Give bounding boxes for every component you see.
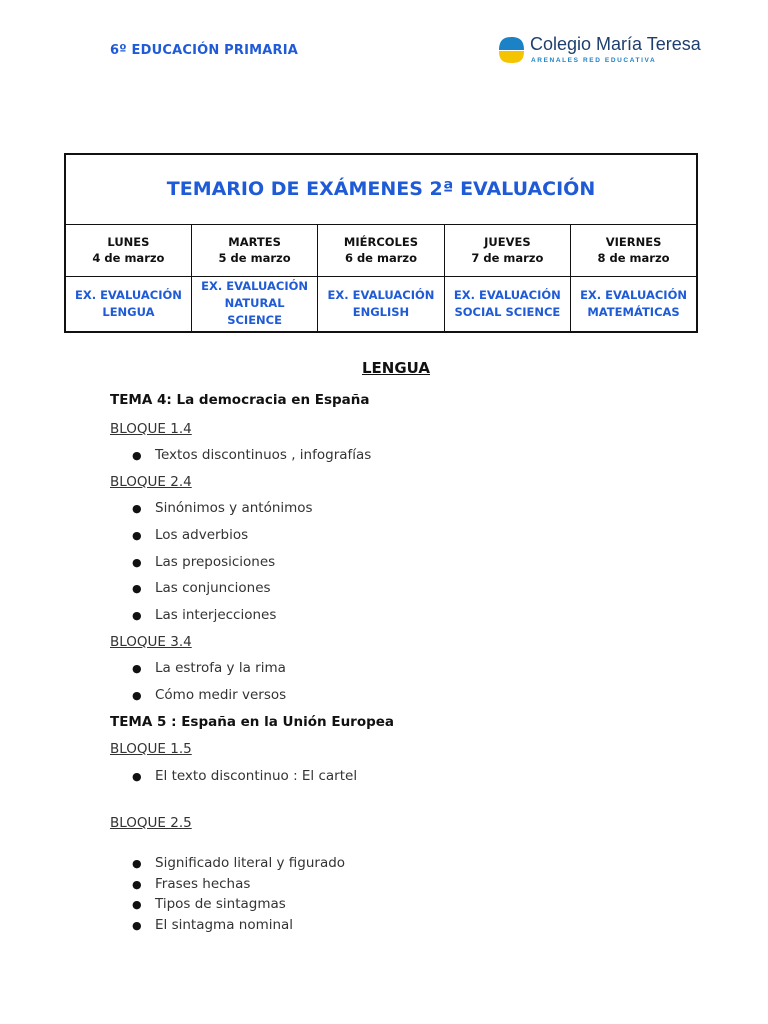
list-item	[132, 855, 345, 871]
days-row	[65, 224, 697, 276]
list-item	[132, 876, 250, 892]
day-date: 7 de marzo	[471, 251, 544, 265]
exam-subject: NATURAL	[224, 296, 285, 311]
exam-label: EX. EVALUACIÓN	[580, 287, 687, 302]
grade-heading: 6º EDUCACIÓN PRIMARIA	[110, 43, 299, 58]
exam-label: EX. EVALUACIÓN	[74, 287, 182, 302]
day-date: 8 de marzo	[597, 251, 670, 265]
day-date: 6 de marzo	[344, 251, 417, 265]
exams-row	[65, 276, 697, 332]
exam-subject: LENGUA	[102, 304, 155, 319]
list-item-text: La estrofa y la rima	[155, 660, 286, 676]
list-item	[132, 580, 271, 596]
list-item-text: El sintagma nominal	[155, 917, 294, 933]
day-cell-miercoles	[318, 224, 444, 276]
tema-5-heading: TEMA 5 : España en la Unión Europea	[110, 714, 395, 730]
bullet-icon: ●	[132, 689, 142, 702]
logo-name: Colegio María Teresa	[530, 34, 701, 54]
list-item-text: Sinónimos y antónimos	[155, 500, 313, 516]
exam-cell-natural-science	[191, 276, 317, 332]
bullet-icon: ●	[132, 556, 142, 569]
day-cell-lunes	[65, 224, 191, 276]
exam-subject-cont: SCIENCE	[227, 313, 282, 328]
day-name: JUEVES	[484, 235, 531, 249]
day-name: MARTES	[228, 235, 281, 249]
exam-subject: MATEMÁTICAS	[587, 304, 680, 319]
list-item-text: Las preposiciones	[155, 554, 276, 570]
list-item-text: Los adverbios	[155, 527, 249, 543]
list-item	[132, 917, 293, 933]
day-name: VIERNES	[605, 235, 662, 249]
bullet-icon: ●	[132, 857, 142, 870]
bullet-icon: ●	[132, 770, 142, 783]
list-item-text: Cómo medir versos	[155, 687, 287, 703]
bullet-icon: ●	[132, 662, 142, 675]
bloque-1-5: BLOQUE 1.5	[110, 741, 192, 757]
list-item-text: El texto discontinuo : El cartel	[155, 768, 358, 784]
bullet-icon: ●	[132, 878, 142, 891]
list-item	[132, 500, 313, 516]
list-item	[132, 607, 276, 623]
exam-cell-english	[318, 276, 444, 332]
exam-cell-lengua	[65, 276, 191, 332]
bullet-icon: ●	[132, 609, 142, 622]
school-logo	[498, 34, 718, 68]
exam-schedule-table	[64, 153, 698, 333]
bullet-icon: ●	[132, 449, 142, 462]
list-item	[132, 687, 286, 703]
list-item	[132, 554, 275, 570]
day-cell-martes	[191, 224, 317, 276]
exam-cell-social-science	[444, 276, 570, 332]
bullet-icon: ●	[132, 529, 142, 542]
day-date: 4 de marzo	[92, 251, 165, 265]
table-title: TEMARIO DE EXÁMENES 2ª EVALUACIÓN	[65, 154, 697, 224]
list-item	[132, 896, 286, 912]
section-title-lengua: LENGUA	[362, 359, 430, 377]
school-logo-icon	[498, 36, 525, 64]
list-item-text: Textos discontinuos , infografías	[155, 447, 372, 463]
exam-subject: ENGLISH	[352, 304, 410, 319]
bullet-icon: ●	[132, 919, 142, 932]
list-item-text: Tipos de sintagmas	[155, 896, 286, 912]
bullet-icon: ●	[132, 898, 142, 911]
bloque-1-4: BLOQUE 1.4	[110, 421, 192, 437]
tema-4-heading: TEMA 4: La democracia en España	[110, 392, 370, 408]
day-cell-jueves	[444, 224, 570, 276]
list-item-text: Frases hechas	[155, 876, 251, 892]
list-item	[132, 447, 371, 463]
exam-label: EX. EVALUACIÓN	[201, 279, 309, 294]
list-item	[132, 660, 286, 676]
exam-label: EX. EVALUACIÓN	[453, 287, 561, 302]
logo-subtitle: ARENALES RED EDUCATIVA	[531, 57, 657, 64]
list-item-text: Las interjecciones	[155, 607, 277, 623]
bloque-2-4: BLOQUE 2.4	[110, 474, 192, 490]
bullet-icon: ●	[132, 502, 142, 515]
day-name: LUNES	[107, 235, 150, 249]
exam-label: EX. EVALUACIÓN	[327, 287, 435, 302]
day-cell-viernes	[571, 224, 697, 276]
bullet-icon: ●	[132, 582, 142, 595]
list-item	[132, 768, 357, 784]
bloque-3-4: BLOQUE 3.4	[110, 634, 192, 650]
exam-cell-matematicas	[571, 276, 697, 332]
list-item-text: Significado literal y figurado	[155, 855, 346, 871]
day-date: 5 de marzo	[218, 251, 291, 265]
list-item	[132, 527, 248, 543]
day-name: MIÉRCOLES	[343, 235, 419, 249]
bloque-2-5: BLOQUE 2.5	[110, 815, 192, 831]
list-item-text: Las conjunciones	[155, 580, 271, 596]
exam-subject: SOCIAL SCIENCE	[454, 304, 561, 319]
